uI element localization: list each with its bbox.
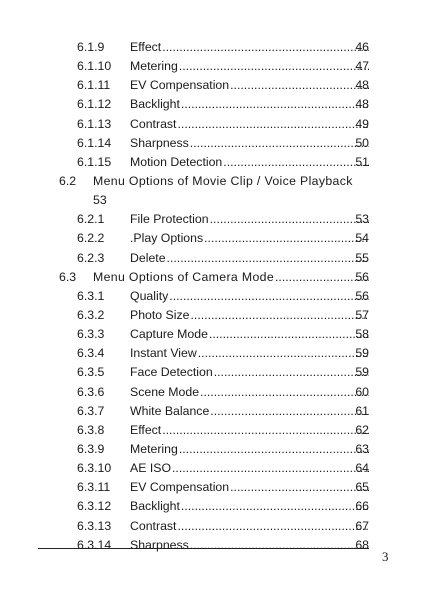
footer-rule	[38, 548, 369, 549]
toc-dot-leader	[178, 57, 369, 76]
toc-entry-page: 60	[355, 384, 369, 399]
toc-dot-leader	[208, 325, 369, 344]
toc-entry-number: 6.2.1	[77, 212, 105, 227]
toc-entry-title: AE ISO	[130, 461, 172, 476]
toc-entry-title-line	[130, 115, 369, 134]
toc-entry-title-line	[130, 95, 369, 114]
toc-entry-title: Backlight	[130, 97, 180, 112]
toc-entry-number: 6.2.2	[77, 231, 105, 246]
toc-entry-title: Motion Detection	[130, 154, 223, 169]
toc-dot-leader	[203, 229, 369, 248]
table-of-contents	[0, 38, 434, 555]
toc-entry-title-line	[130, 229, 369, 248]
toc-dot-leader	[189, 134, 369, 153]
toc-entry-number: 6.2.3	[77, 250, 105, 265]
toc-dot-leader	[161, 421, 369, 440]
toc-entry-number: 6.3.2	[77, 307, 105, 322]
toc-subsection-entry[interactable]	[0, 440, 434, 459]
toc-subsection-entry[interactable]	[0, 115, 434, 134]
toc-entry-number: 6.1.15	[77, 154, 112, 169]
toc-entry-page: 58	[355, 327, 369, 342]
toc-entry-title: Sharpness	[130, 135, 189, 150]
toc-entry-title: EV Compensation	[130, 78, 230, 93]
toc-entry-page: 46	[355, 40, 369, 54]
toc-entry-number: 6.3.3	[77, 327, 105, 342]
toc-subsection-entry[interactable]	[0, 325, 434, 344]
toc-entry-title: Delete	[130, 250, 166, 265]
toc-entry-number: 6.3.13	[77, 518, 112, 533]
toc-entry-number: 6.3.7	[77, 403, 105, 418]
toc-entry-title-line	[93, 268, 369, 287]
toc-subsection-entry[interactable]	[0, 38, 434, 57]
toc-dot-leader	[166, 249, 369, 268]
toc-entry-page: 68	[355, 537, 369, 552]
toc-entry-number: 6.3.12	[77, 499, 112, 514]
toc-entry-title-line	[130, 497, 369, 516]
toc-entry-number: 6.3.9	[77, 441, 105, 456]
toc-subsection-entry[interactable]	[0, 249, 434, 268]
toc-subsection-entry[interactable]	[0, 210, 434, 229]
toc-entry-page: 47	[355, 59, 369, 74]
toc-dot-leader	[209, 402, 369, 421]
toc-entry-page: 49	[355, 116, 369, 131]
toc-entry-title-line	[130, 344, 369, 363]
toc-entry-number: 6.3.8	[77, 422, 105, 437]
toc-entry-page: 63	[355, 441, 369, 456]
toc-subsection-entry[interactable]	[0, 459, 434, 478]
toc-entry-title-line	[130, 478, 369, 497]
toc-entry-page: 55	[355, 250, 369, 265]
toc-entry-title-line	[130, 440, 369, 459]
toc-entry-title-line	[130, 134, 369, 153]
toc-entry-page: 66	[355, 499, 369, 514]
toc-entry-number: 6.3.4	[77, 346, 105, 361]
toc-entry-title: Menu Options of Movie Clip / Voice Playback	[93, 173, 353, 188]
toc-entry-number: 6.2	[59, 173, 77, 188]
toc-entry-page: 51	[355, 154, 369, 169]
toc-entry-title-line	[130, 153, 369, 172]
toc-entry-page: 57	[355, 307, 369, 322]
toc-subsection-entry[interactable]	[0, 517, 434, 536]
toc-entry-page: 62	[355, 422, 369, 437]
toc-entry-title-line	[130, 459, 369, 478]
toc-entry-title-line	[130, 287, 369, 306]
toc-dot-leader	[178, 440, 369, 459]
toc-subsection-entry[interactable]	[0, 229, 434, 248]
toc-entry-page: 59	[355, 365, 369, 380]
toc-entry-title: Effect	[130, 422, 162, 437]
toc-dot-leader	[161, 38, 369, 57]
toc-dot-leader	[180, 497, 369, 516]
toc-entry-page: 56	[355, 269, 369, 284]
toc-entry-title: EV Compensation	[130, 480, 230, 495]
toc-entry-page: 50	[355, 135, 369, 150]
toc-entry-number: 6.3.6	[77, 384, 105, 399]
toc-entry-number: 6.1.10	[77, 59, 112, 74]
toc-entry-number: 6.1.9	[77, 40, 105, 54]
toc-entry-title: Photo Size	[130, 307, 190, 322]
toc-dot-leader	[197, 344, 369, 363]
toc-dot-leader	[199, 383, 369, 402]
toc-entry-title-line	[130, 57, 369, 76]
toc-dot-leader	[213, 363, 369, 382]
toc-subsection-entry[interactable]	[0, 57, 434, 76]
toc-entry-title: Face Detection	[130, 365, 213, 380]
toc-dot-leader	[168, 287, 369, 306]
toc-entry-title: Capture Mode	[130, 327, 208, 342]
toc-entry-title: White Balance	[130, 403, 210, 418]
toc-subsection-entry[interactable]	[0, 344, 434, 363]
toc-entry-page: 53	[355, 212, 369, 227]
toc-entry-page: 65	[355, 480, 369, 495]
toc-dot-leader	[209, 210, 369, 229]
toc-entry-title-line	[130, 402, 369, 421]
toc-entry-number: 6.1.14	[77, 135, 112, 150]
toc-entry-title-line	[130, 38, 369, 57]
toc-section-entry[interactable]	[0, 268, 434, 287]
toc-subsection-entry[interactable]	[0, 76, 434, 95]
toc-section-entry[interactable]	[0, 172, 434, 210]
toc-entry-title: Scene Mode	[130, 384, 200, 399]
toc-entry-page: 64	[355, 461, 369, 476]
toc-entry-title: Metering	[130, 59, 178, 74]
toc-entry-title-line	[130, 306, 369, 325]
toc-subsection-entry[interactable]	[0, 478, 434, 497]
toc-entry-page: 53	[93, 193, 107, 208]
toc-entry-number: 6.3.10	[77, 461, 112, 476]
toc-subsection-entry[interactable]	[0, 306, 434, 325]
toc-dot-leader	[176, 115, 369, 134]
toc-entry-title: Menu Options of Camera Mode	[93, 269, 275, 284]
toc-entry-title: Quality	[130, 288, 169, 303]
toc-subsection-entry[interactable]	[0, 153, 434, 172]
toc-entry-number: 6.3	[59, 269, 77, 284]
toc-entry-title: .Play Options	[130, 231, 204, 246]
toc-dot-leader	[189, 536, 369, 555]
toc-entry-title: Instant View	[130, 346, 197, 361]
toc-entry-page: 59	[355, 346, 369, 361]
toc-dot-leader	[180, 95, 369, 114]
toc-subsection-entry[interactable]	[0, 536, 434, 555]
toc-entry-number: 6.3.14	[77, 537, 112, 552]
toc-subsection-entry[interactable]	[0, 134, 434, 153]
toc-entry-number: 6.1.13	[77, 116, 112, 131]
toc-entry-page: 61	[355, 403, 369, 418]
toc-subsection-entry[interactable]	[0, 95, 434, 114]
toc-subsection-entry[interactable]	[0, 497, 434, 516]
toc-entry-title: Backlight	[130, 499, 180, 514]
toc-entry-title-line	[130, 76, 369, 95]
toc-entry-title-line	[130, 517, 369, 536]
toc-entry-title-line	[130, 325, 369, 344]
toc-subsection-entry[interactable]	[0, 402, 434, 421]
toc-entry-title-line	[130, 363, 369, 382]
toc-subsection-entry[interactable]	[0, 421, 434, 440]
toc-entry-number: 6.3.1	[77, 288, 105, 303]
toc-dot-leader	[189, 306, 369, 325]
toc-entry-title: Sharpness	[130, 537, 189, 552]
toc-entry-number: 6.3.11	[77, 480, 111, 495]
toc-entry-title-line	[130, 383, 369, 402]
toc-entry-page: 54	[355, 231, 369, 246]
toc-entry-title-line	[130, 210, 369, 229]
toc-entry-title: Effect	[130, 40, 162, 54]
page-number: 3	[382, 549, 389, 564]
toc-entry-page: 48	[355, 97, 369, 112]
toc-entry-title: Metering	[130, 441, 178, 456]
toc-subsection-entry[interactable]	[0, 287, 434, 306]
toc-entry-title-line	[130, 536, 369, 555]
toc-entry-title-line	[130, 421, 369, 440]
toc-subsection-entry[interactable]	[0, 383, 434, 402]
toc-subsection-entry[interactable]	[0, 363, 434, 382]
toc-entry-number: 6.1.11	[77, 78, 111, 93]
toc-entry-page: 67	[355, 518, 369, 533]
toc-dot-leader	[171, 459, 369, 478]
toc-dot-leader	[176, 517, 369, 536]
toc-entry-page: 56	[355, 288, 369, 303]
toc-entry-page: 48	[355, 78, 369, 93]
toc-entry-title: Contrast	[130, 518, 177, 533]
toc-entry-title: File Protection	[130, 212, 209, 227]
toc-entry-title-line	[130, 249, 369, 268]
toc-entry-number: 6.1.12	[77, 97, 112, 112]
toc-entry-number: 6.3.5	[77, 365, 105, 380]
toc-entry-title: Contrast	[130, 116, 177, 131]
